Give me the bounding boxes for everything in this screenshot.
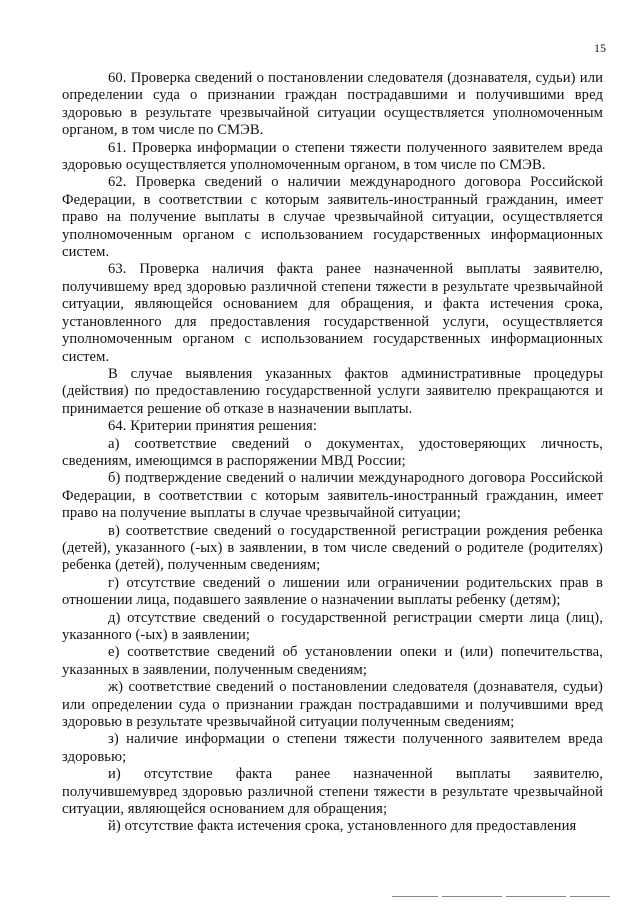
criterion-zh: ж) соответствие сведений о постановлении следователя (дознавателя, судьи) или определении суда о признании граждан пострадавшими и получившими вред здоровью в результате чрезвычайной ситуации полученным сведениям; xyxy=(62,679,603,731)
paragraph-63-note: В случае выявления указанных фактов административные процедуры (действия) по предоставлению государственной услуги заявителю прекращаются и принимается решение об отказе в назначении выплаты. xyxy=(62,365,603,417)
criterion-ii: й) отсутствие факта истечения срока, установленного для предоставления xyxy=(108,818,577,835)
footer-rule xyxy=(506,896,566,897)
document-body xyxy=(62,70,603,836)
footer-rule xyxy=(442,896,502,897)
criterion-b: б) подтверждение сведений о наличии международного договора Российской Федерации, в соответствии с которым заявитель-иностранный гражданин, имеет право на получение выплаты в случае чрезвычайной ситуации; xyxy=(62,470,603,522)
paragraph-64: 64. Критерии принятия решения: xyxy=(108,418,318,435)
footer-rule xyxy=(570,896,610,897)
criterion-g: г) отсутствие сведений о лишении или ограничении родительских прав в отношении лица, подавшего заявление о назначении выплаты ребенку (детям); xyxy=(62,574,603,609)
criterion-z: з) наличие информации о степени тяжести полученного заявителем вреда здоровью; xyxy=(62,731,603,765)
paragraph-60: 60. Проверка сведений о постановлении следователя (дознавателя, судьи) или определении суда о признании граждан пострадавшими и получившими вред здоровью в результате чрезвычайной ситуации осуществляется уполномоченным органом, в том числе по СМЭВ. xyxy=(62,70,603,139)
paragraph-61: 61. Проверка информации о степени тяжести полученного заявителем вреда здоровью осуществляется уполномоченным органом, в том числе по СМЭВ. xyxy=(62,139,603,174)
page-number: 15 xyxy=(594,41,606,55)
criterion-e: е) соответствие сведений об установлении опеки и (или) попечительства, указанных в заявлении, полученным сведениям; xyxy=(62,644,603,678)
criterion-d: д) отсутствие сведений о государственной регистрации смерти лица (лиц), указанного (-ых) в заявлении; xyxy=(62,609,603,643)
footer-rule xyxy=(392,896,438,897)
criterion-v: в) соответствие сведений о государственной регистрации рождения ребенка (детей), указанного (-ых) в заявлении, в том числе сведений о родителе (родителях) ребенка (детей), полученным сведениям; xyxy=(62,522,603,574)
criterion-a: а) соответствие сведений о документах, удостоверяющих личность, сведениям, имеющимся в распоряжении МВД России; xyxy=(62,435,603,469)
criterion-i: и) отсутствие факта ранее назначенной выплаты заявителю, получившемувред здоровью различной степени тяжести в результате чрезвычайной ситуации, являющейся основанием для обращения; xyxy=(62,766,603,818)
paragraph-63: 63. Проверка наличия факта ранее назначенной выплаты заявителю, получившему вред здоровью различной степени тяжести в результате чрезвычайной ситуации, являющейся основанием для обращения, и факта истечения срока, установленного для предоставления государственной услуги, осуществляется уполномоченным органом с использованием государственных информационных систем. xyxy=(62,261,603,365)
paragraph-62: 62. Проверка сведений о наличии международного договора Российской Федерации, в соответствии с которым заявитель-иностранный гражданин, имеет право на получение выплаты в случае чрезвычайной ситуации, осуществляется уполномоченным органом с использованием государственных информационных систем. xyxy=(62,174,603,261)
